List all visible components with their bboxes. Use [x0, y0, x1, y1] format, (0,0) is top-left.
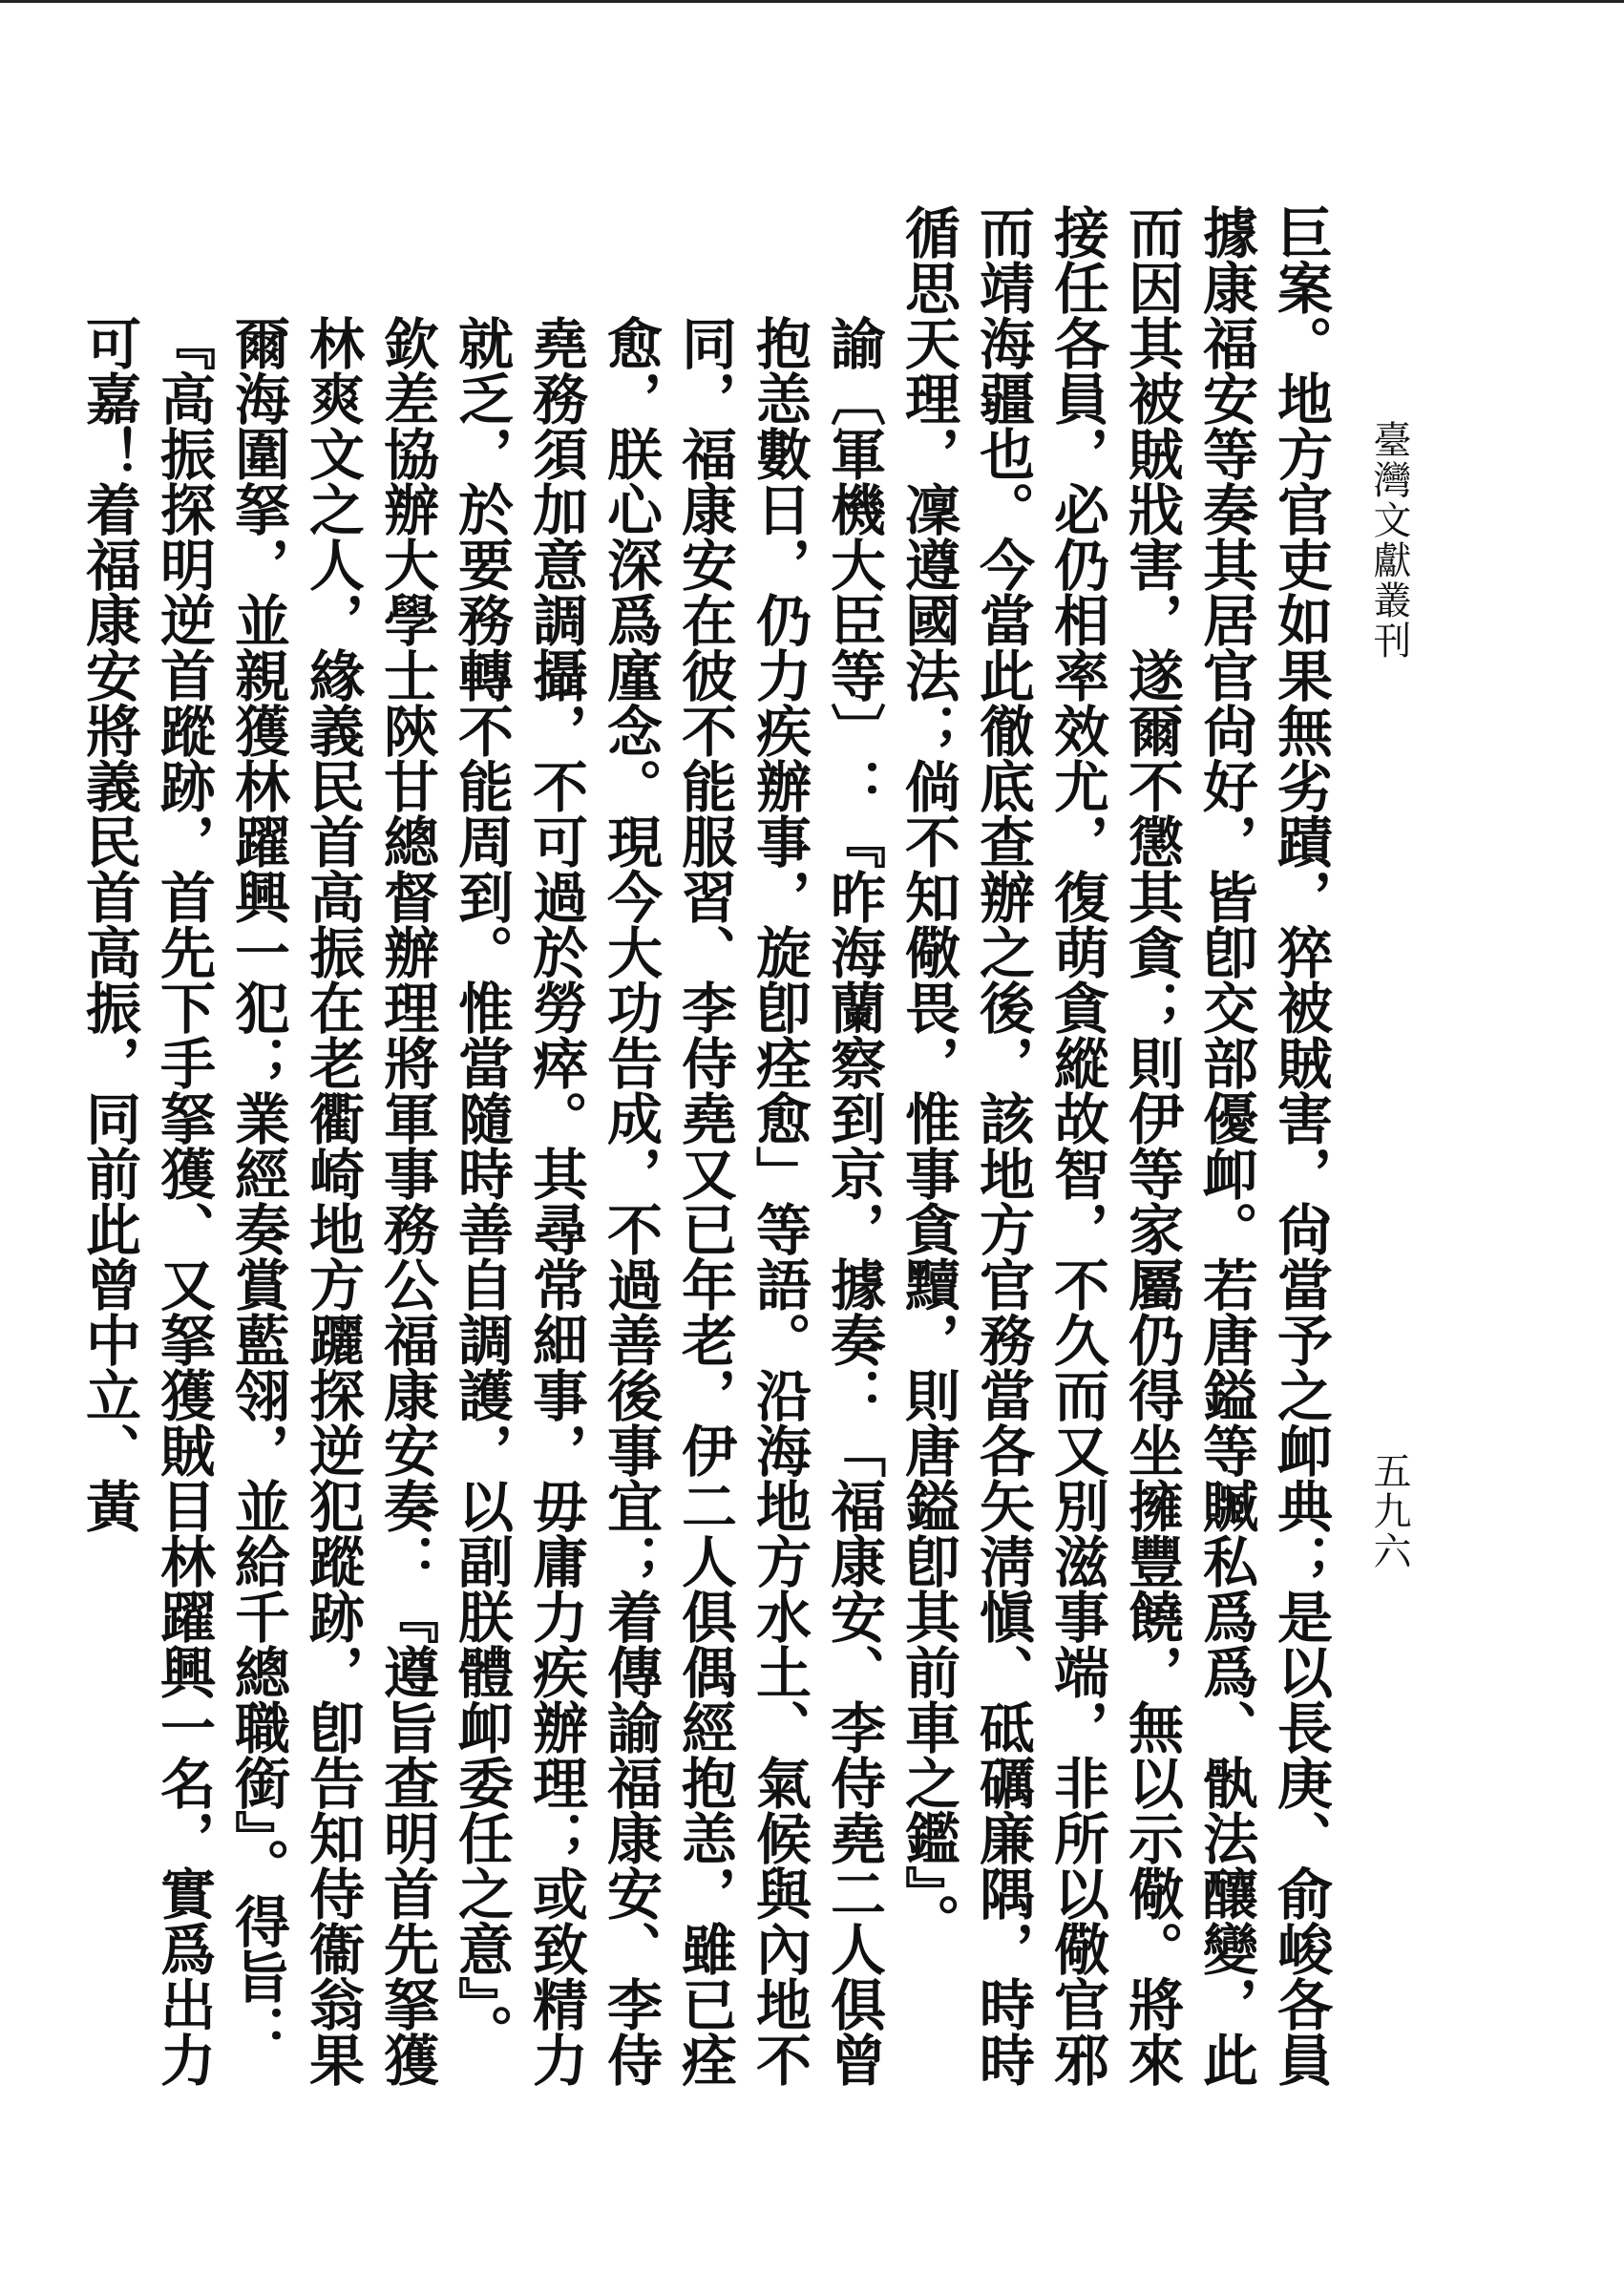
paragraph-3: 欽差協辦大學士陝甘總督辦理將軍事務公福康安奏：『遵旨查明首先拏獲林爽文之人，緣義民首高振在老衢崎地方躧探逆犯蹤跡，卽告知侍衞翁果爾海圍拏，並親獲林躍興一犯；業經奏賞藍翎，並給千總職銜』。得旨：『高振探明逆首蹤跡，首先下手拏獲、又拏獲賊目林躍興一名，實爲出力可嘉！着福康安將義民首高振，同前此曾中立、黃 — [76, 315, 439, 2087]
paragraph-1: 巨案。地方官吏如果無劣蹟，猝被賊害，尙當予之卹典；是以長庚、俞峻各員據康福安等奏其居官尙好，皆卽交部優卹。若唐鎰等贓私爲爲、骫法釀變，此而因其被賊戕害，遂爾不懲其貪；則伊等家屬仍得坐擁豐饒，無以示儆。將來接任各員，必仍相率效尤，復萌貪縱故智，不久而又別滋事端，非所以儆官邪而靖海疆也。今當此徹底查辦之後，該地方官務當各矢淸愼、砥礪廉隅，時時循思天理，凜遵國法；倘不知儆畏，惟事貪黷，則唐鎰卽其前車之鑑』。 — [896, 204, 1333, 2087]
page-number: 五九六 — [1367, 1451, 1411, 1571]
body-text — [76, 204, 1338, 2123]
paragraph-2: 諭〔軍機大臣等〕：『昨海蘭察到京，據奏：「福康安、李侍堯二人俱曾抱恙數日，仍力疾辦事，旋卽痊愈」等語。沿海地方水土、氣候與內地不同，福康安在彼不能服習、李侍堯又已年老，伊二人俱偶經抱恙，雖已痊愈，朕心深爲廑念。現今大功告成，不過善後事宜；着傳諭福康安、李侍堯務須加意調攝，不可過於勞瘁。其尋常細事，毋庸力疾辦理；或致精力就乏，於要務轉不能周到。惟當隨時善自調護，以副朕體卹委任之意』。 — [449, 315, 886, 2087]
series-title: 臺灣文獻叢刊 — [1367, 420, 1411, 661]
page-top-edge — [0, 0, 1624, 3]
